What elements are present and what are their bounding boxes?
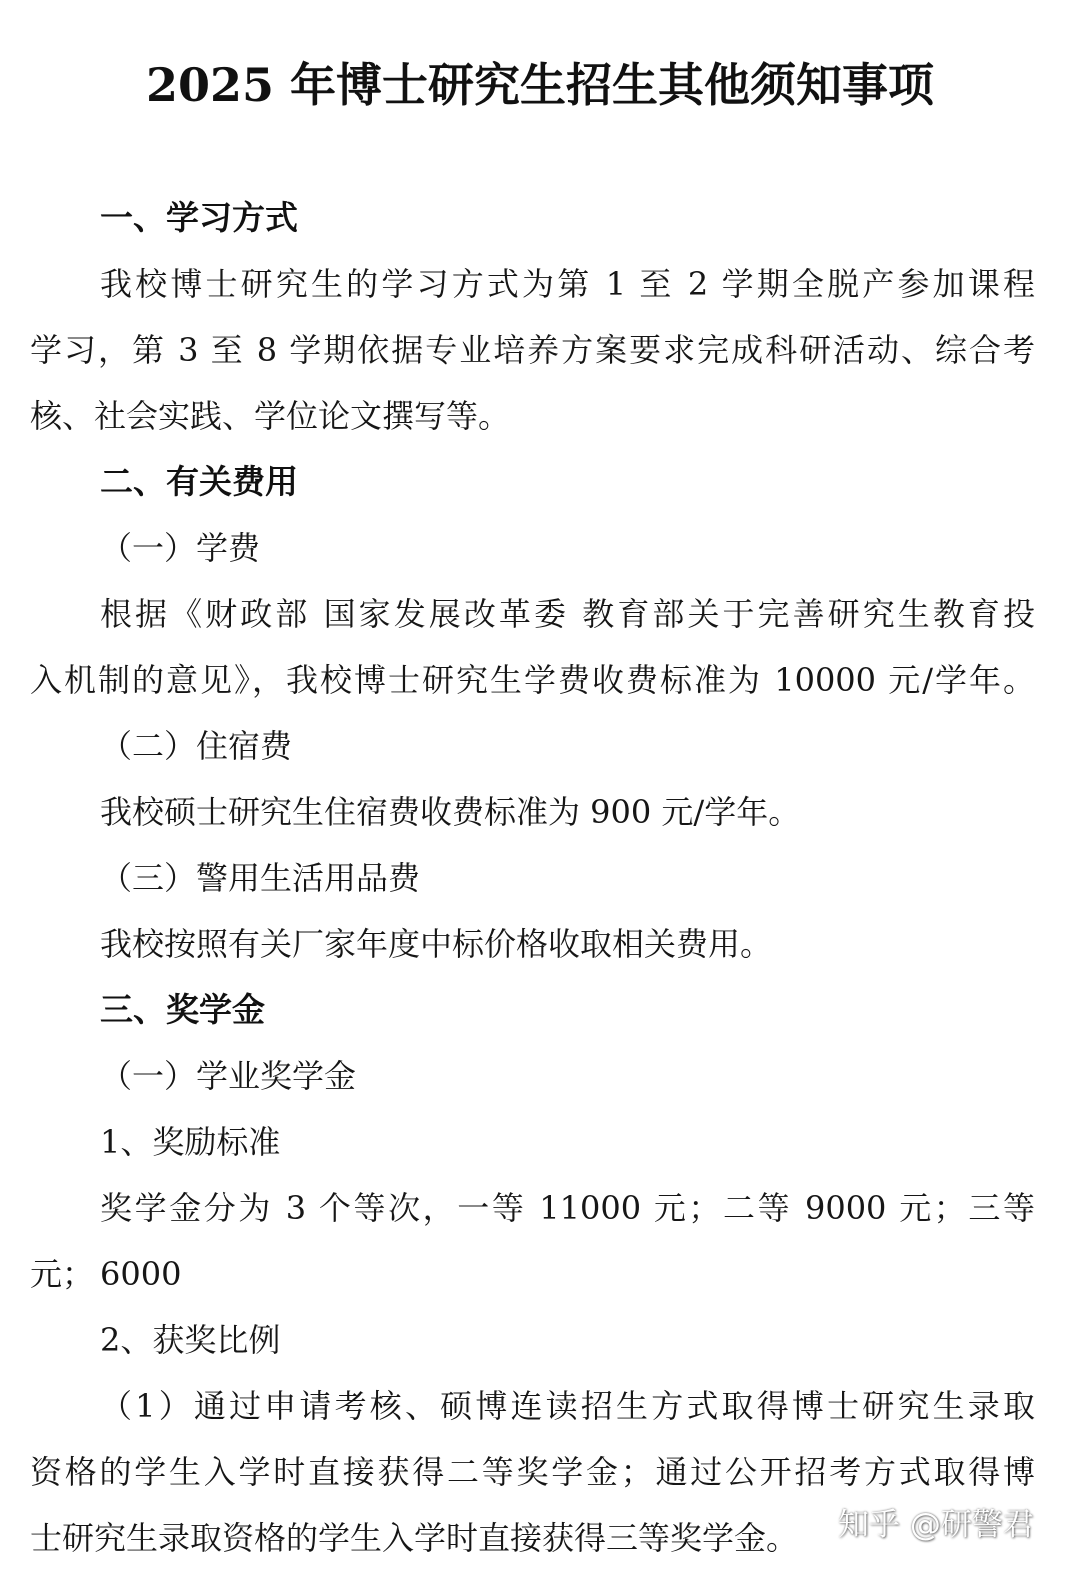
paragraph-line: 根据《财政部 国家发展改革委 教育部关于完善研究生教育投 xyxy=(100,595,1035,633)
item-heading-award-standard: 1、奖励标准 xyxy=(100,1123,281,1161)
paragraph-line: 入机制的意见》，我校博士研究生学费收费标准为 10000 元/学年。 xyxy=(30,661,1035,699)
section-heading-scholarship: 三、奖学金 xyxy=(100,990,265,1029)
paragraph-line: 资格的学生入学时直接获得二等奖学金；通过公开招考方式取得博 xyxy=(30,1453,1035,1491)
subheading-academic-scholarship: （一）学业奖学金 xyxy=(100,1057,357,1095)
paragraph-line: 学习，第 3 至 8 学期依据专业培养方案要求完成科研活动、综合考 xyxy=(30,331,1035,369)
subheading-tuition: （一）学费 xyxy=(100,529,261,567)
paragraph-line: （1）通过申请考核、硕博连读招生方式取得博士研究生录取 xyxy=(100,1387,1035,1425)
paragraph-line: 元； xyxy=(30,1255,95,1293)
paragraph-line: 奖学金分为 3 个等次，一等 11000 元；二等 9000 元；三等 6000 xyxy=(100,1189,1035,1293)
paragraph-line: 士研究生录取资格的学生入学时直接获得三等奖学金。 xyxy=(30,1519,799,1557)
section-heading-fees: 二、有关费用 xyxy=(100,462,298,501)
paragraph-line: 我校按照有关厂家年度中标价格收取相关费用。 xyxy=(100,925,773,963)
subheading-supplies: （三）警用生活用品费 xyxy=(100,859,421,897)
paragraph-line: 我校硕士研究生住宿费收费标准为 900 元/学年。 xyxy=(100,793,801,831)
document-title: 2025 年博士研究生招生其他须知事项 xyxy=(145,58,935,112)
paragraph-line: 核、社会实践、学位论文撰写等。 xyxy=(30,397,511,435)
zhihu-watermark: 知乎 @研警君 xyxy=(838,1507,1034,1543)
subheading-accommodation: （二）住宿费 xyxy=(100,727,293,765)
section-heading-study-mode: 一、学习方式 xyxy=(100,198,298,237)
paragraph-line: 我校博士研究生的学习方式为第 1 至 2 学期全脱产参加课程 xyxy=(100,265,1035,303)
document-body xyxy=(30,185,1035,1571)
item-heading-award-ratio: 2、获奖比例 xyxy=(100,1321,281,1359)
